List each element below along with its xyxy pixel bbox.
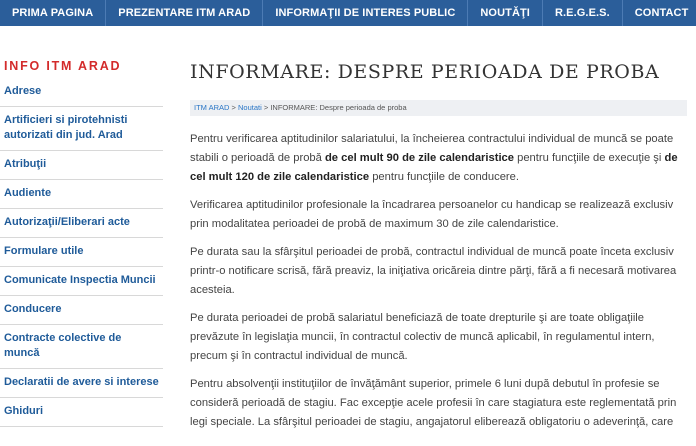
paragraph-1-text: pentru funcţiile de conducere.: [369, 171, 519, 183]
breadcrumb-separator: >: [229, 103, 238, 112]
sidebar-item-formulare-utile[interactable]: Formulare utile: [0, 238, 163, 267]
paragraph-1-bold-90: de cel mult 90 de zile calendaristice: [324, 152, 514, 164]
paragraph-1-text: Pentru verificarea aptitudinilor salariatului, la încheierea contractului individual de muncă se poate stabili o perioadă de probă: [190, 133, 674, 164]
sidebar-item-atributii[interactable]: Atribuţii: [0, 151, 163, 180]
nav-prezentare-itm-arad[interactable]: PREZENTARE ITM ARAD: [106, 0, 263, 26]
top-navigation: [0, 0, 696, 26]
nav-informatii-interes-public[interactable]: INFORMAŢII DE INTERES PUBLIC: [263, 0, 468, 26]
sidebar-item-declaratii-avere[interactable]: Declaratii de avere si interese: [0, 369, 163, 398]
main-content: [190, 58, 690, 441]
paragraph-5: Pentru absolvenţii instituţiilor de învăţământ superior, primele 6 luni după debutul în profesie se consideră perioadă de stagiu. Fac excepţie acele profesii în care stagiatura este reglementată prin legi speciale. La sfârşitul perioadei de stagiu, angajatorul eliberează obligatoriu o adeverinţă, care: [190, 378, 677, 428]
breadcrumb-section-link[interactable]: Noutati: [237, 103, 262, 112]
paragraph-1: [190, 130, 690, 187]
sidebar-menu: [0, 78, 163, 427]
sidebar-item-adrese[interactable]: Adrese: [0, 78, 163, 107]
paragraph-1-bold-120: de cel mult 120 de zile calendaristice: [190, 152, 678, 183]
nav-contact[interactable]: CONTACT: [623, 0, 696, 26]
nav-reges[interactable]: R.E.G.E.S.: [543, 0, 623, 26]
paragraph-2: Verificarea aptitudinilor profesionale la încadrarea persoanelor cu handicap se realizează exclusiv prin modalitatea perioadei de probă de maximum 30 de zile calendaristice.: [190, 199, 674, 230]
nav-noutati[interactable]: NOUTĂŢI: [468, 0, 543, 26]
paragraph-4: Pe durata perioadei de probă salariatul beneficiază de toate drepturile şi are toate obligaţiile prevăzute în legislaţia muncii, în contractul colectiv de muncă aplicabil, în regulamentul intern, precum şi în contractul individual de muncă.: [190, 312, 655, 362]
sidebar-item-autorizatii[interactable]: Autorizaţii/Eliberari acte: [0, 209, 163, 238]
sidebar-item-comunicate[interactable]: Comunicate Inspectia Muncii: [0, 267, 163, 296]
breadcrumb: [190, 100, 687, 116]
sidebar-title: INFO ITM ARAD: [4, 59, 122, 73]
sidebar-item-contracte-colective[interactable]: Contracte colective de muncă: [0, 325, 163, 369]
sidebar-item-conducere[interactable]: Conducere: [0, 296, 163, 325]
breadcrumb-separator: >: [261, 103, 271, 112]
sidebar-item-artificieri[interactable]: Artificieri si pirotehnisti autorizati din jud. Arad: [0, 107, 163, 151]
sidebar-item-ghiduri[interactable]: Ghiduri: [0, 398, 163, 427]
sidebar: [0, 58, 163, 427]
breadcrumb-home-link[interactable]: ITM ARAD: [194, 103, 230, 112]
paragraph-1-text: pentru funcţiile de execuţie şi: [514, 152, 665, 164]
nav-prima-pagina[interactable]: PRIMA PAGINA: [0, 0, 106, 26]
breadcrumb-current: INFORMARE: Despre perioada de proba: [270, 103, 407, 112]
paragraph-3: Pe durata sau la sfârşitul perioadei de probă, contractul individual de muncă poate înceta exclusiv printr-o notificare scrisă, fără preaviz, la iniţiativa oricăreia dintre părţi, fără a fi necesară motivarea acesteia.: [190, 246, 677, 296]
page-title: INFORMARE: DESPRE PERIOADA DE PROBA: [190, 61, 660, 83]
sidebar-item-audiente[interactable]: Audiente: [0, 180, 163, 209]
article-body: [190, 130, 690, 432]
